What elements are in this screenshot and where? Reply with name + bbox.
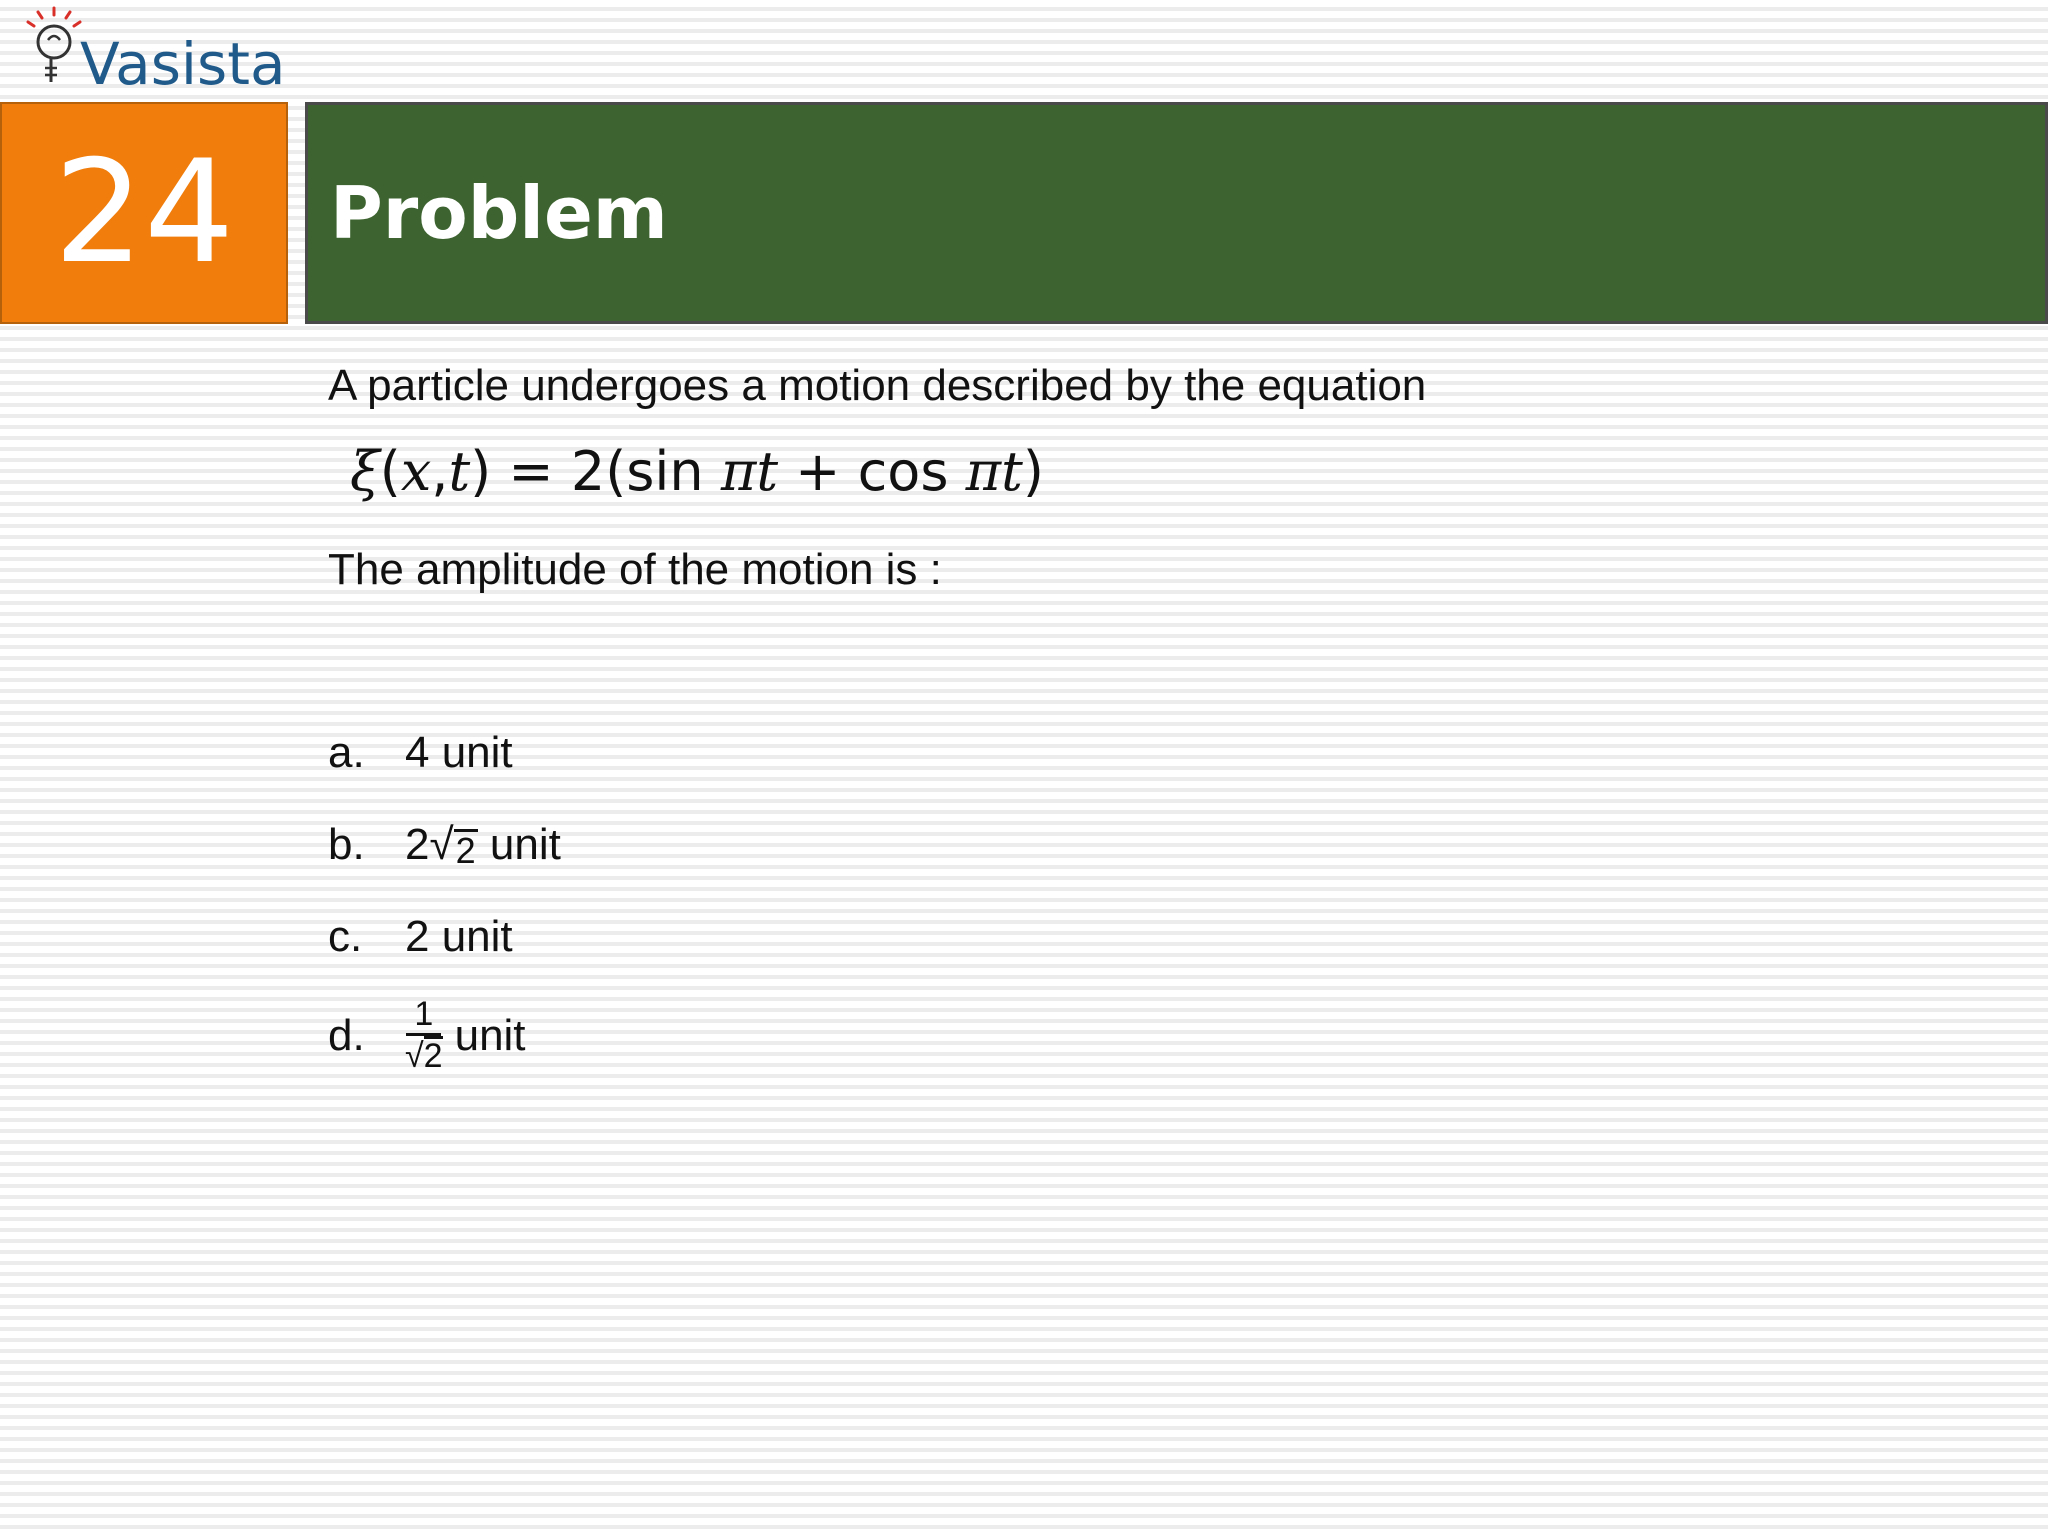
square-root: √ 2: [429, 820, 476, 872]
option-value: 2 unit: [405, 912, 513, 961]
vasista-logo: [18, 4, 288, 96]
option-value: 4 unit: [405, 728, 513, 777]
slide-number-box: [0, 102, 288, 324]
motion-equation: ξ(x,t) = 2(sin πt + cos πt): [350, 440, 1044, 503]
option-letter: b.: [328, 820, 365, 869]
option-b[interactable]: [328, 820, 561, 870]
option-letter: a.: [328, 728, 365, 777]
slide-number: 24: [53, 130, 235, 295]
option-c[interactable]: [328, 912, 513, 962]
option-letter: d.: [328, 1010, 365, 1060]
option-unit: unit: [477, 820, 561, 869]
option-a[interactable]: [328, 728, 513, 778]
logo-text: Vasista: [80, 30, 286, 96]
title-bar: [305, 102, 2048, 324]
lightbulb-icon: [18, 4, 288, 96]
option-coef: 2: [405, 820, 430, 869]
option-d[interactable]: [328, 996, 526, 1075]
slide-title: Problem: [330, 171, 668, 255]
fraction: 1 √ 2: [405, 995, 443, 1076]
option-letter: c.: [328, 912, 363, 961]
question-prompt: The amplitude of the motion is :: [328, 545, 942, 594]
option-unit: unit: [454, 1010, 526, 1060]
question-intro: A particle undergoes a motion described by the equation: [328, 361, 1427, 410]
